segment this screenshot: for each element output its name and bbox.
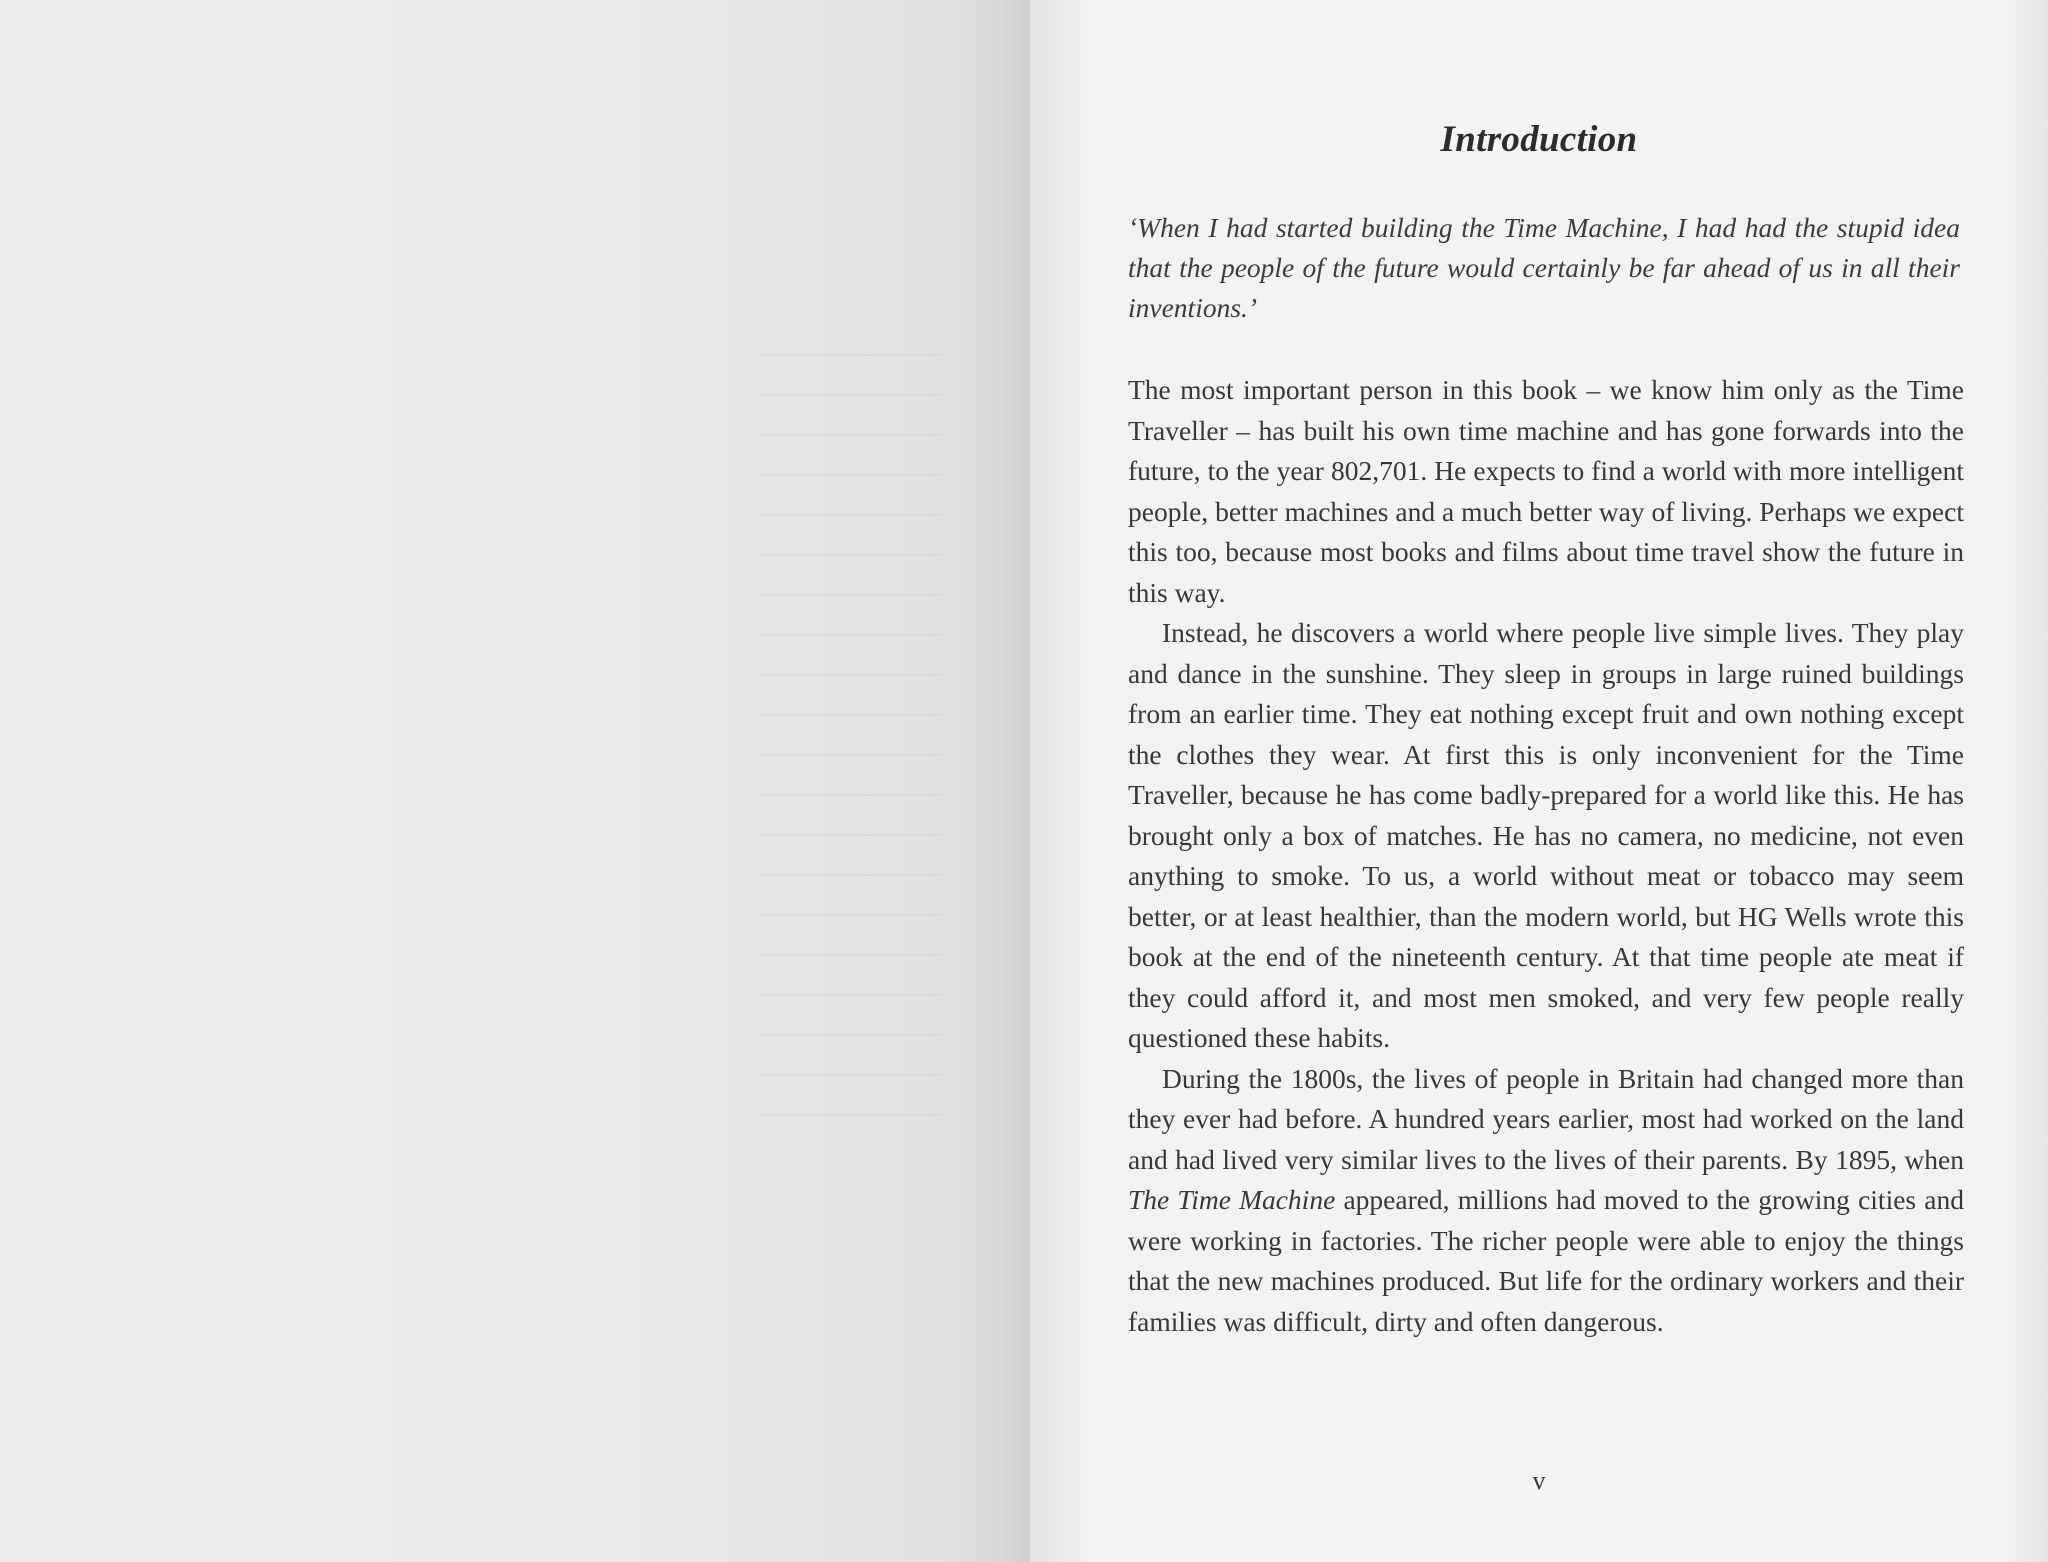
page-title: Introduction [1440,119,1638,160]
epigraph-quote: ‘When I had started building the Time Machine, I had had the stupid idea that the people of the future would certainly be far ahead of us in all their inventions.’ [1128,212,1960,323]
page-number: v [1532,1466,1546,1495]
paragraph-2: Instead, he discovers a world where people live simple lives. They play and dance in the sunshine. They sleep in groups in large ruined buildings from an earlier time. They eat nothing except fruit and own nothing except the clothes they wear. At first this is only inconvenient for the Time Traveller, because he has come badly-prepared for a world like this. He has brought only a box of matches. He has no camera, no medicine, not even anything to smoke. To us, a world without meat or tobacco may seem better, or at least healthier, than the modern world, but HG Wells wrote this book at the end of the nineteenth century. At that time people ate meat if they could afford it, and most men smoked, and very few people really questioned these habits. [1128,617,1964,1053]
paragraph-3 [1128,1059,1964,1343]
book-title-italic: The Time Machine [1128,1184,1336,1215]
right-page [1030,0,2048,1562]
body-text [1128,370,1964,1342]
paragraph-3-end: appeared, millions had moved to the growing cities and were working in factories. The richer people were able to enjoy the things that the new machines produced. But life for the ordinary workers and their families was difficult, dirty and often dangerous. [1128,1184,1964,1337]
paragraph-1: The most important person in this book – we know him only as the Time Traveller – has built his own time machine and has gone forwards into the future, to the year 802,701. He expects to find a world with more intelligent people, better machines and a much better way of living. Perhaps we expect this too, because most books and films about time travel show the future in this way. [1128,374,1964,608]
paragraph-3-start: During the 1800s, the lives of people in Britain had changed more than they ever had before. A hundred years earlier, most had worked on the land and had lived very similar lives to the lives of their parents. By 1895, when [1128,1062,1964,1175]
